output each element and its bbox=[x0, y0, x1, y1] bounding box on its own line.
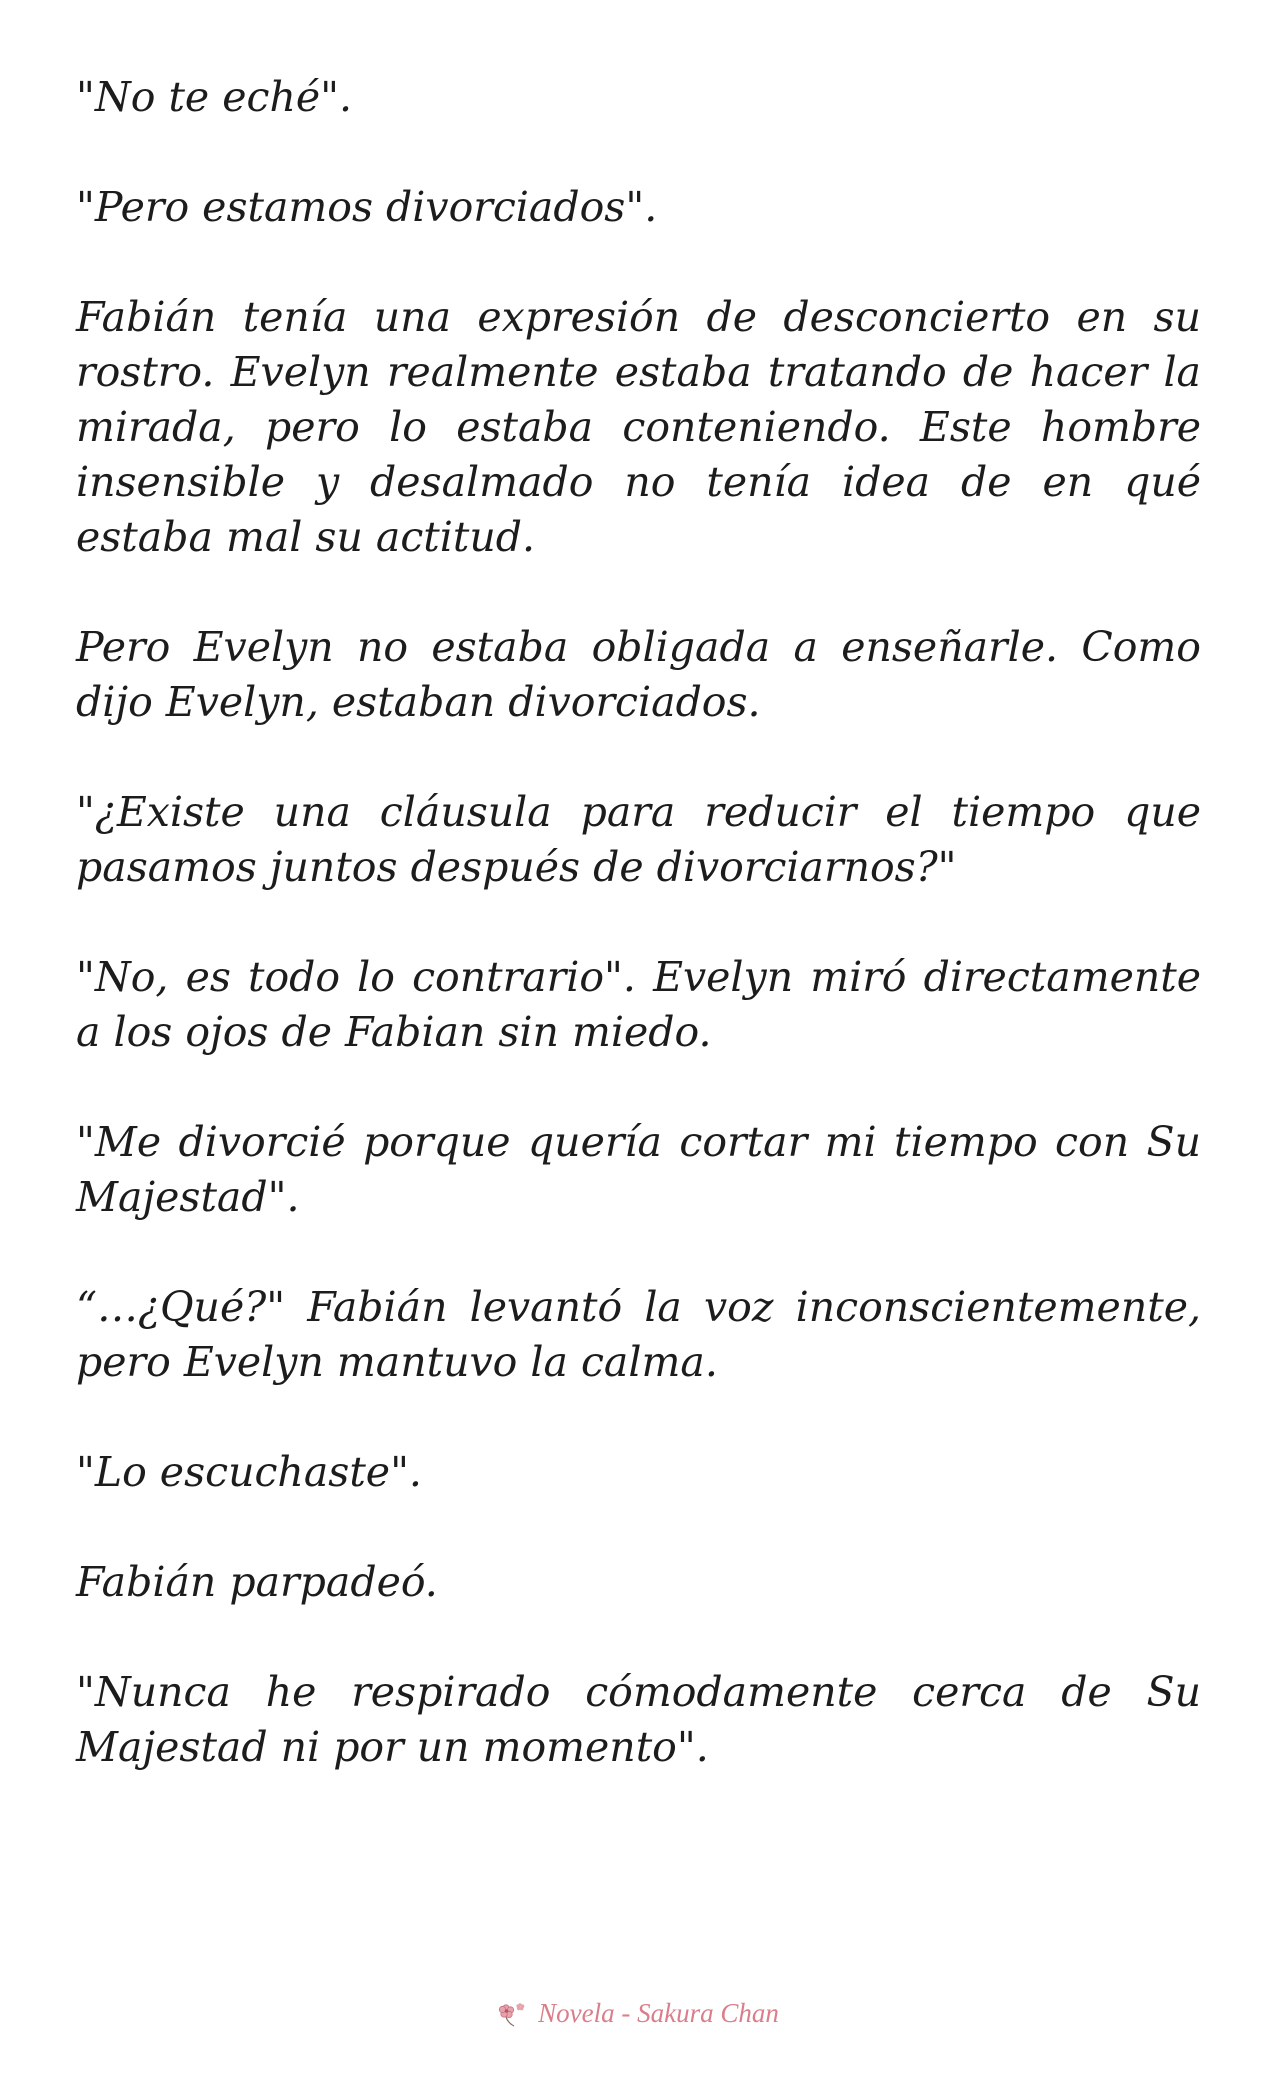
paragraph-10: Fabián parpadeó. bbox=[76, 1558, 438, 1606]
paragraph-6: "No, es todo lo contrario". Evelyn miró directamente a los ojos de Fabian sin miedo. bbox=[76, 953, 1201, 1056]
paragraph-1: "No te eché". bbox=[76, 73, 353, 121]
paragraph-5: "¿Existe una cláusula para reducir el tiempo que pasamos juntos después de divorciarnos?" bbox=[76, 788, 1201, 891]
paragraph-2: "Pero estamos divorciados". bbox=[76, 183, 658, 231]
paragraph-4: Pero Evelyn no estaba obligada a enseñarle. Como dijo Evelyn, estaban divorciados. bbox=[76, 623, 1201, 726]
watermark bbox=[0, 1998, 1275, 2036]
paragraph-9: "Lo escuchaste". bbox=[76, 1448, 422, 1496]
paragraph-11: "Nunca he respirado cómodamente cerca de Su Majestad ni por un momento". bbox=[76, 1668, 1201, 1771]
document-body bbox=[76, 70, 1201, 1830]
sakura-flower-icon bbox=[496, 1999, 530, 2029]
paragraph-8: “…¿Qué?" Fabián levantó la voz inconscientemente, pero Evelyn mantuvo la calma. bbox=[76, 1283, 1201, 1386]
paragraph-7: "Me divorcié porque quería cortar mi tiempo con Su Majestad". bbox=[76, 1118, 1201, 1221]
watermark-text: Novela - Sakura Chan bbox=[538, 1998, 779, 2028]
paragraph-3: Fabián tenía una expresión de desconcierto en su rostro. Evelyn realmente estaba tratando de hacer la mirada, pero lo estaba conteniendo. Este hombre insensible y desalmado no tenía idea de en qué estaba mal su actitud. bbox=[76, 293, 1201, 561]
